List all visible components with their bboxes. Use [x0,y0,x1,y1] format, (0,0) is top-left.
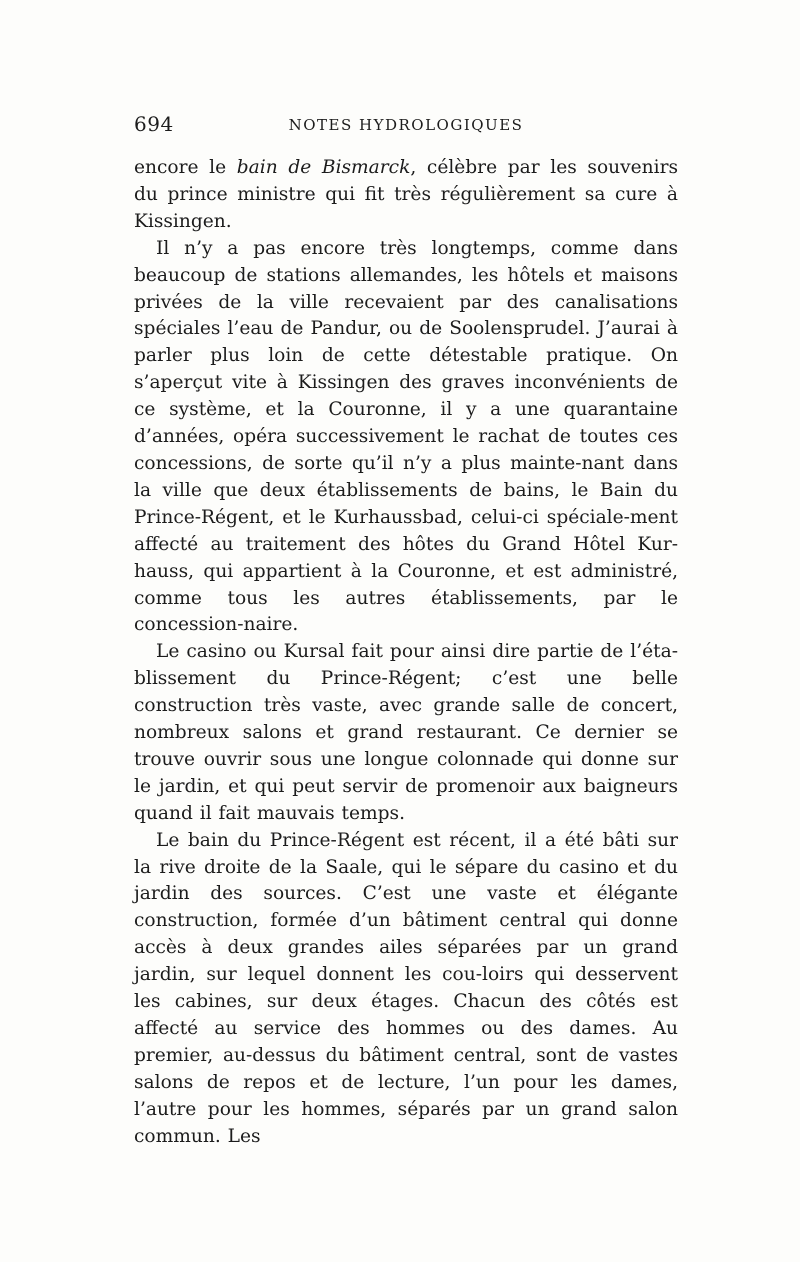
page-header [134,112,678,142]
paragraph-casino-kursal: Le casino ou Kursal fait pour ainsi dire partie de l’éta-blissement du Prince-Régent; c’est une belle construction très vaste, avec grande salle de concert, nombreux salons et grand restaurant. Ce dernier se trouve ouvrir sous une longue colonnade qui donne sur le jardin, et qui peut servir de promenoir aux baigneurs quand il fait mauvais temps. [134,641,678,824]
page-number: 694 [134,112,174,136]
paragraph-continuation-lead: encore le [134,157,237,178]
body-text [134,155,678,1151]
paragraph-bath-establishments: Il n’y a pas encore très longtemps, comme dans beaucoup de stations allemandes, les hôtels et maisons privées de la ville recevaient par des canalisations spéciales l’eau de Pandur, ou de Soolensprudel. J’aurai à parler plus loin de cette détestable pratique. On s’aperçut vite à Kissingen des graves inconvénients de ce système, et la Couronne, il y a une quarantaine d’années, opéra successivement le rachat de toutes ces concessions, de sorte qu’il n’y a plus mainte-nant dans la ville que deux établissements de bains, le Bain du Prince-Régent, et le Kurhaussbad, celui-ci spéciale-ment affecté au traitement des hôtes du Grand Hôtel Kur-hauss, qui appartient à la Couronne, et est administré, comme tous les autres établissements, par le concession-naire. [134,237,678,636]
paragraph-continuation-rest: , célèbre par les souvenirs du prince ministre qui fit très régulièrement sa cure à Kissingen. [134,157,678,232]
italic-phrase-bismarck-bath: bain de Bismarck [236,157,411,178]
paragraph-prince-regent-bath: Le bain du Prince-Régent est récent, il a été bâti sur la rive droite de la Saale, qui le sépare du casino et du jardin des sources. C’est une vaste et élégante construction, formée d’un bâtiment central qui donne accès à deux grandes ailes séparées par un grand jardin, sur lequel donnent les cou-loirs qui desservent les cabines, sur deux étages. Chacun des côtés est affecté au service des hommes ou des dames. Au premier, au-dessus du bâtiment central, sont de vastes salons de repos et de lecture, l’un pour les dames, l’autre pour les hommes, séparés par un grand salon commun. Les [134,829,678,1147]
paragraph-continuation [134,155,678,236]
running-title: NOTES HYDROLOGIQUES [288,116,524,134]
